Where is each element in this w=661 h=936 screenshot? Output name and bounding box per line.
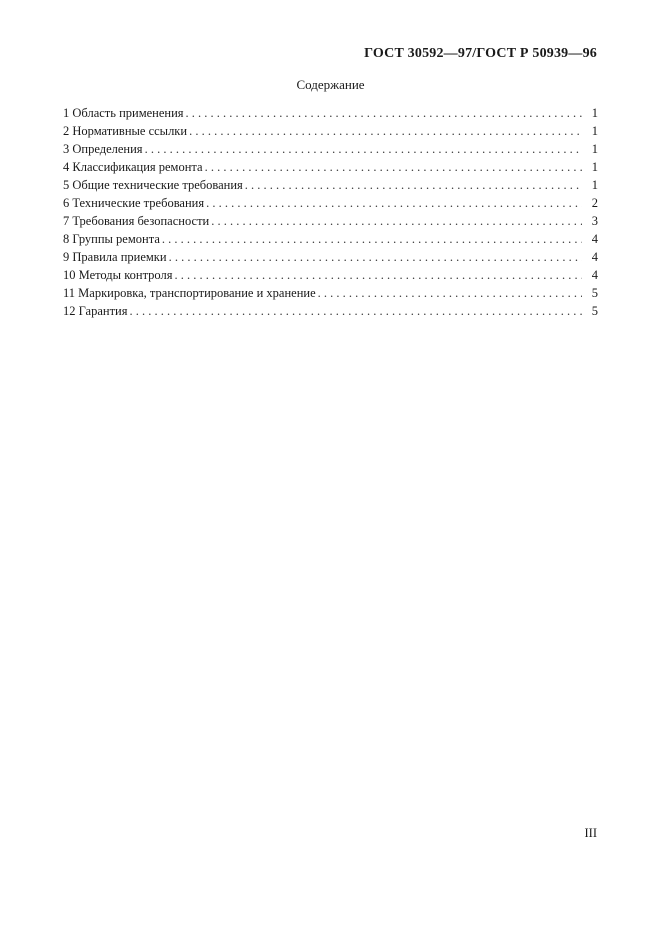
toc-entry[interactable] — [63, 176, 598, 194]
dot-leader — [169, 248, 582, 266]
dot-leader — [206, 194, 582, 212]
toc-entry-page: 3 — [591, 214, 598, 228]
toc-entry-page: 5 — [591, 304, 598, 318]
toc-entry-label: Общие технические требования — [72, 178, 243, 192]
dot-leader — [318, 284, 582, 302]
toc-entry-page: 1 — [591, 106, 598, 120]
toc-entry[interactable] — [63, 140, 598, 158]
toc-entry-page: 1 — [591, 124, 598, 138]
toc-entry-label: Маркировка, транспортирование и хранение — [78, 286, 316, 300]
toc-entry[interactable] — [63, 284, 598, 302]
toc-entry[interactable] — [63, 122, 598, 140]
toc-entry-label: Группы ремонта — [72, 232, 160, 246]
toc-entry-number: 6 — [63, 196, 70, 210]
toc-entry-number: 3 — [63, 142, 70, 156]
toc-entry[interactable] — [63, 212, 598, 230]
toc-entry-label: Классификация ремонта — [72, 160, 203, 174]
toc-entry[interactable] — [63, 266, 598, 284]
toc-entry-page: 5 — [591, 286, 598, 300]
toc-entry-label: Определения — [72, 142, 143, 156]
toc-entry-number: 5 — [63, 178, 70, 192]
toc-entry-label: Нормативные ссылки — [72, 124, 188, 138]
toc-entry[interactable] — [63, 194, 598, 212]
dot-leader — [211, 212, 582, 230]
dot-leader — [129, 302, 582, 320]
toc-entry-number: 9 — [63, 250, 70, 264]
toc-entry-page: 4 — [591, 268, 598, 282]
toc-entry-page: 2 — [591, 196, 598, 210]
toc-entry-number: 1 — [63, 106, 70, 120]
toc-entry[interactable] — [63, 158, 598, 176]
dot-leader — [175, 266, 582, 284]
toc-entry-label: Методы контроля — [78, 268, 173, 282]
dot-leader — [186, 104, 582, 122]
document-header: ГОСТ 30592—97/ГОСТ Р 50939—96 — [364, 46, 597, 61]
toc-entry-number: 4 — [63, 160, 70, 174]
toc-entry-label: Гарантия — [78, 304, 128, 318]
toc-entry-number: 10 — [63, 268, 76, 282]
toc-entry-number: 12 — [63, 304, 76, 318]
toc-entry[interactable] — [63, 248, 598, 266]
toc-entry[interactable] — [63, 302, 598, 320]
toc-entry-label: Область применения — [72, 106, 184, 120]
toc-entry-number: 7 — [63, 214, 70, 228]
toc-entry-number: 8 — [63, 232, 70, 246]
table-of-contents — [63, 104, 598, 320]
toc-entry-page: 4 — [591, 250, 598, 264]
toc-entry-label: Правила приемки — [72, 250, 167, 264]
toc-entry-number: 11 — [63, 286, 76, 300]
dot-leader — [189, 122, 582, 140]
toc-entry-page: 1 — [591, 160, 598, 174]
toc-entry-page: 4 — [591, 232, 598, 246]
page-number: III — [584, 826, 597, 840]
toc-entry[interactable] — [63, 230, 598, 248]
dot-leader — [162, 230, 582, 248]
toc-entry-page: 1 — [591, 142, 598, 156]
dot-leader — [145, 140, 582, 158]
toc-entry-page: 1 — [591, 178, 598, 192]
toc-entry-label: Требования безопасности — [72, 214, 210, 228]
dot-leader — [245, 176, 582, 194]
toc-entry-number: 2 — [63, 124, 70, 138]
toc-entry[interactable] — [63, 104, 598, 122]
toc-title: Содержание — [296, 77, 365, 92]
dot-leader — [205, 158, 582, 176]
toc-entry-label: Технические требования — [72, 196, 205, 210]
